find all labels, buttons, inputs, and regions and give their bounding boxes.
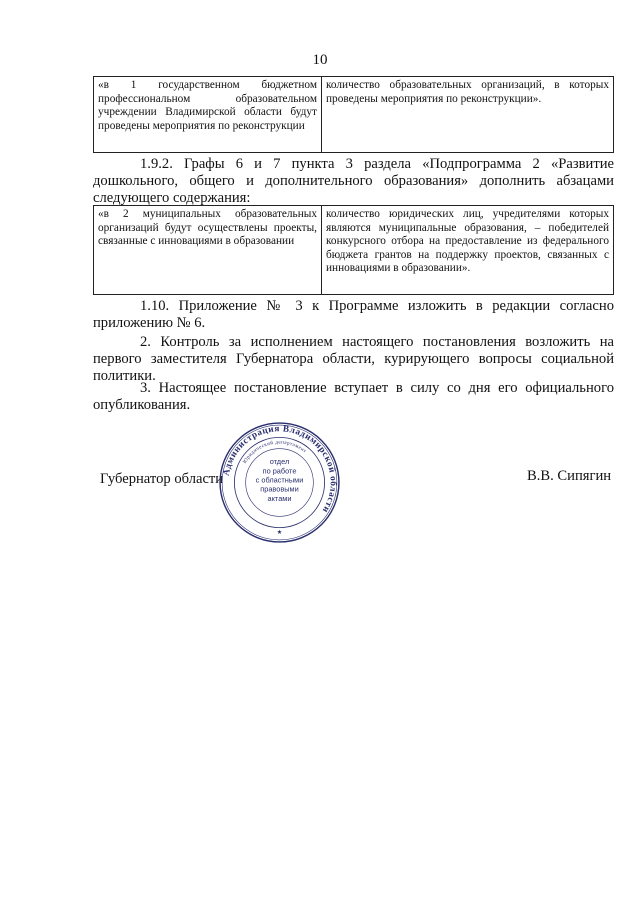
official-seal: [218, 421, 341, 544]
seal-center-line: актами: [267, 493, 292, 503]
indicator-table-2: [93, 205, 614, 295]
paragraph-2: 2. Контроль за исполнением настоящего постановления возложить на первого заместителя Губернатора области, курирующего вопросы социальной политики.: [93, 334, 614, 384]
seal-inner-ring-text: Юридический департамент: [241, 439, 308, 465]
seal-star-icon: ★: [276, 528, 283, 536]
page-number: 10: [312, 52, 328, 68]
indicator-table-1: [93, 76, 614, 153]
table1-right-cell: количество образовательных организаций, в которых проведены мероприятия по реконструкции».: [322, 77, 614, 153]
seal-center-line: отдел: [269, 457, 290, 467]
table2-left-cell: «в 2 муниципальных образовательных организаций будут осуществлены проекты, связанные с инновациями в образовании: [94, 206, 322, 295]
seal-outer-text: Администрация Владимирской области: [220, 423, 339, 515]
paragraph-3: 3. Настоящее постановление вступает в силу со дня его официального опубликования.: [93, 380, 614, 413]
table1-left-cell: «в 1 государственном бюджетном профессиональном образовательном учреждении Владимирской области будут проведены мероприятия по реконструкции: [94, 77, 322, 153]
table2-right-cell: количество юридических лиц, учредителями которых являются муниципальные образования, – победителей конкурсного отбора на предоставление из федерального бюджета грантов на поддержку проектов, связанных с инновациями в образовании».: [322, 206, 614, 295]
seal-center-line: по работе: [262, 466, 297, 476]
paragraph-1-9-2: 1.9.2. Графы 6 и 7 пункта 3 раздела «Подпрограмма 2 «Развитие дошкольного, общего и дополнительного образования» дополнить абзацами следующего содержания:: [93, 156, 614, 206]
seal-center-line: с областными: [255, 475, 304, 485]
signature-name: В.В. Сипягин: [527, 468, 612, 484]
paragraph-1-10: 1.10. Приложение № 3 к Программе изложить в редакции согласно приложению № 6.: [93, 298, 614, 331]
table-row: [94, 77, 614, 153]
seal-center-line: правовыми: [260, 484, 299, 494]
table-row: [94, 206, 614, 295]
signature-position: Губернатор области: [100, 471, 224, 487]
